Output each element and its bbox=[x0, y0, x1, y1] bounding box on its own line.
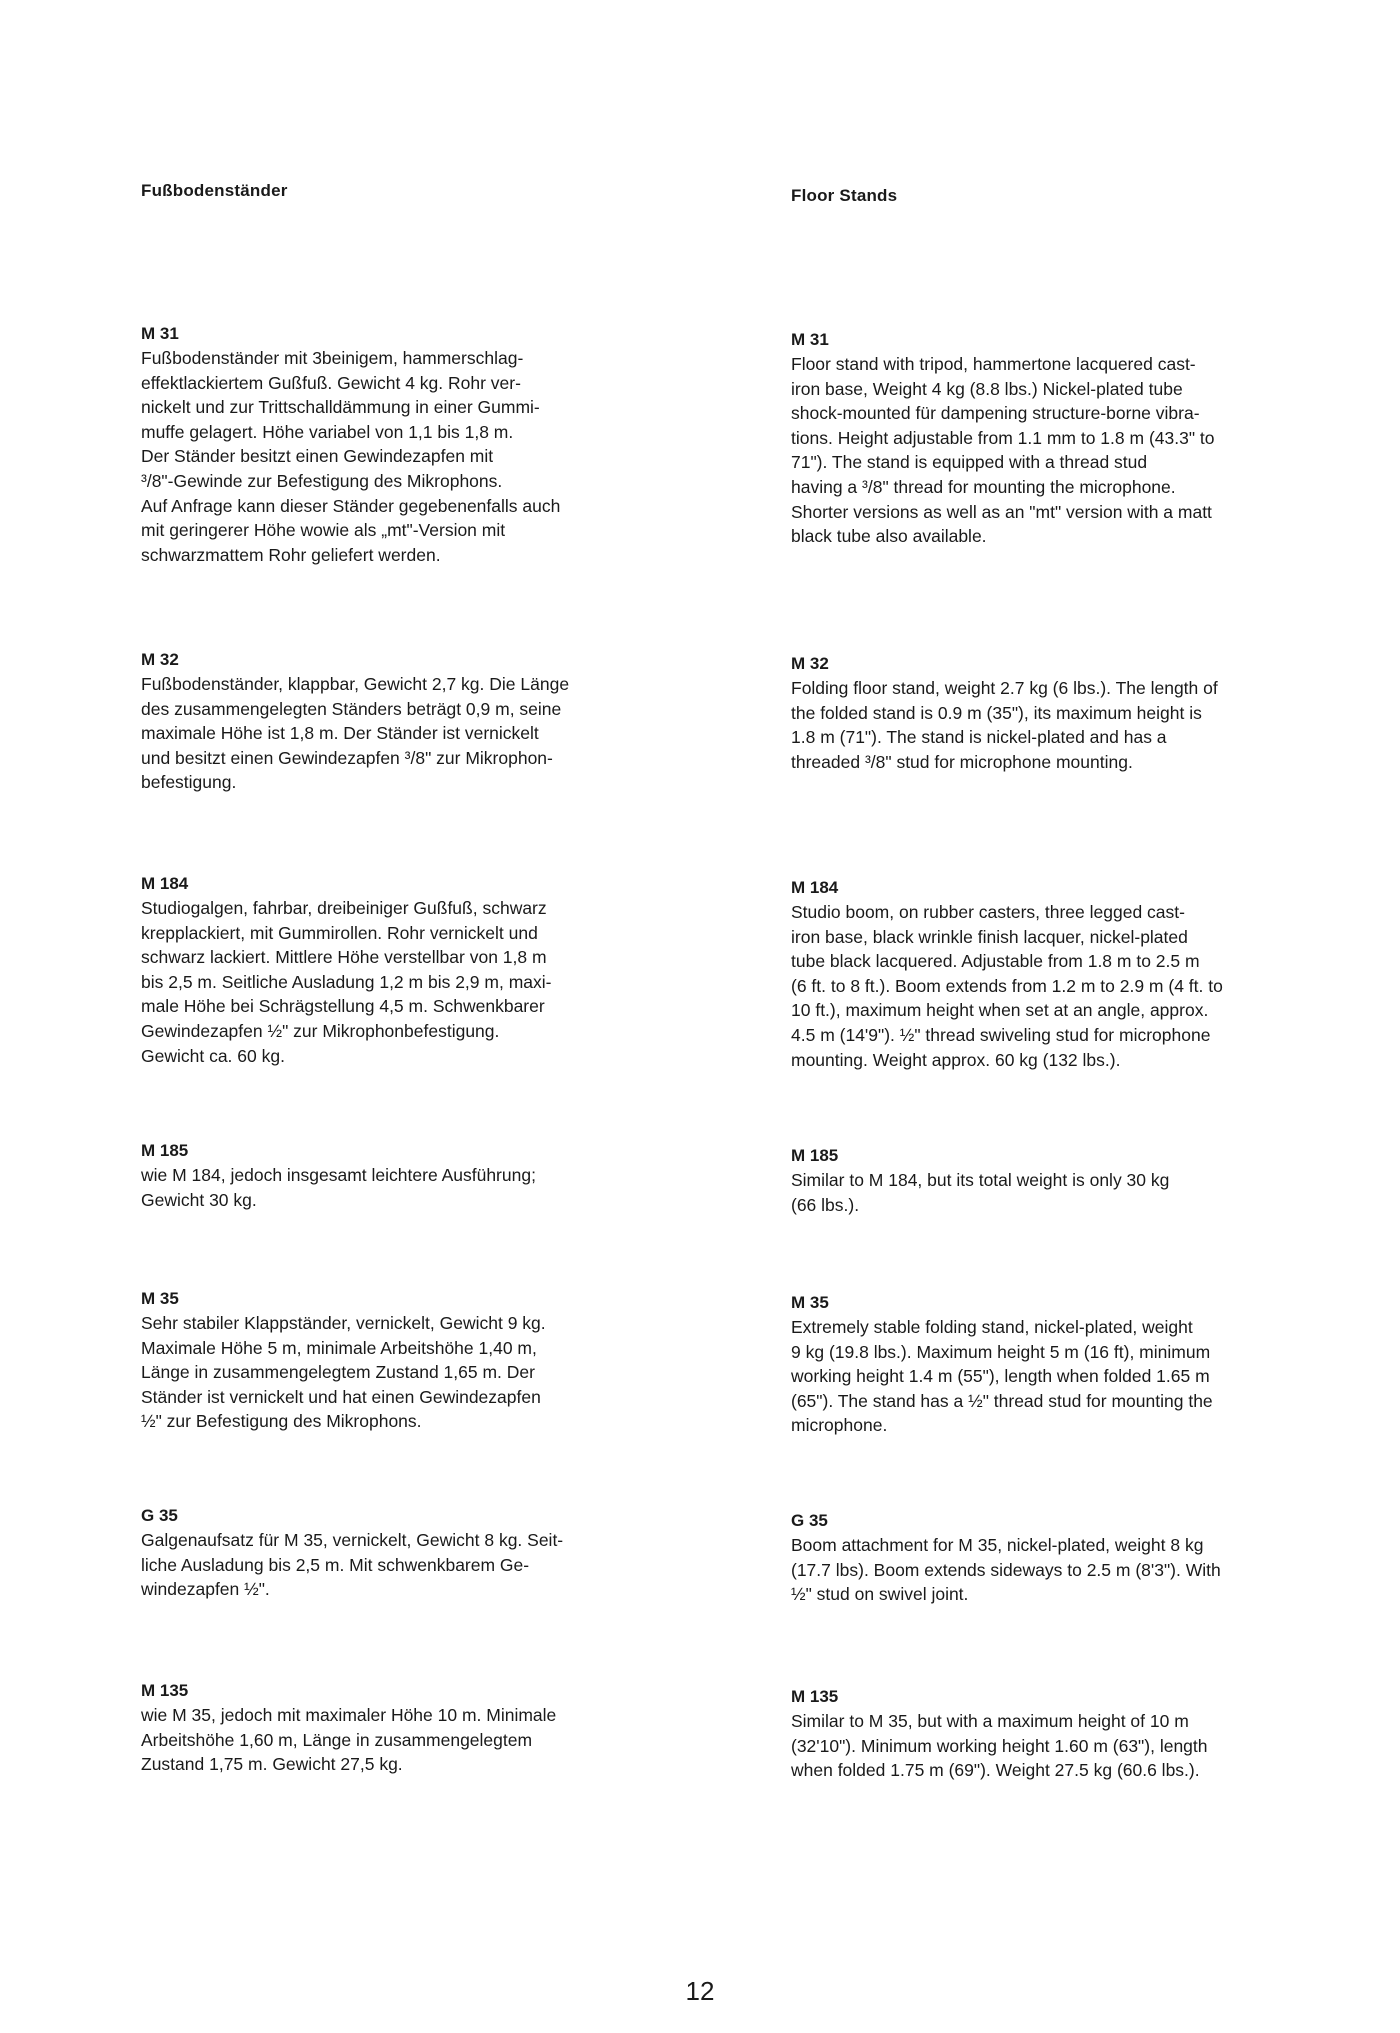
product-description: wie M 35, jedoch mit maximaler Höhe 10 m. Minimale Arbeitshöhe 1,60 m, Länge in zusammengelegtem Zustand 1,75 m. Gewicht 27,5 kg. bbox=[141, 1705, 557, 1775]
product-description: Sehr stabiler Klappständer, vernickelt, Gewicht 9 kg. Maximale Höhe 5 m, minimale Arbeitshöhe 1,40 m, Länge in zusammengelegtem Zustand 1,65 m. Der Ständer ist vernickelt und hat einen Gewindezapfen ½" zur Befestigung des Mikrophons. bbox=[141, 1313, 546, 1432]
entry-m135-en bbox=[791, 1685, 1291, 1783]
product-code: G 35 bbox=[141, 1506, 178, 1525]
entry-m32-en bbox=[791, 652, 1291, 774]
entry-m32-de bbox=[141, 648, 641, 795]
product-code: M 32 bbox=[791, 654, 829, 673]
german-heading: Fußbodenständer bbox=[141, 181, 288, 200]
product-description: Fußbodenständer mit 3beinigem, hammerschlag- effektlackiertem Gußfuß. Gewicht 4 kg. Rohr ver- nickelt und zur Trittschalldämmung in einer Gummi- muffe gelagert. Höhe variabel von 1,1 bis 1,8 m. Der Ständer besitzt einen Gewindezapfen mit ³/8"-Gewinde zur Befestigung des Mikrophons. Auf Anfrage kann dieser Ständer gegebenenfalls auch mit geringerer Höhe wowie als „mt"-Version mit schwarzmattem Rohr geliefert werden. bbox=[141, 348, 561, 565]
entry-m185-de bbox=[141, 1139, 641, 1212]
entry-m35-en bbox=[791, 1291, 1291, 1438]
product-description: Studio boom, on rubber casters, three legged cast- iron base, black wrinkle finish lacquer, nickel-plated tube black lacquered. Adjustable from 1.8 m to 2.5 m (6 ft. to 8 ft.). Boom extends from 1.2 m to 2.9 m (4 ft. to 10 ft.), maximum height when set at an angle, approx. 4.5 m (14'9"). ½" thread swiveling stud for microphone mounting. Weight approx. 60 kg (132 lbs.). bbox=[791, 902, 1223, 1070]
entry-m135-de bbox=[141, 1679, 641, 1777]
product-description: Studiogalgen, fahrbar, dreibeiniger Gußfuß, schwarz krepplackiert, mit Gummirollen. Rohr vernickelt und schwarz lackiert. Mittlere Höhe verstellbar von 1,8 m bis 2,5 m. Seitliche Ausladung 1,2 m bis 2,9 m, maxi- male Höhe bei Schrägstellung 4,5 m. Schwenkbarer Gewindezapfen ½" zur Mikrophonbefestigung. Gewicht ca. 60 kg. bbox=[141, 898, 552, 1066]
english-heading: Floor Stands bbox=[791, 186, 898, 205]
entry-m31-en bbox=[791, 328, 1291, 549]
product-code: M 31 bbox=[791, 330, 829, 349]
product-description: Similar to M 184, but its total weight is only 30 kg (66 lbs.). bbox=[791, 1170, 1170, 1215]
entry-g35-de bbox=[141, 1504, 641, 1602]
product-description: Folding floor stand, weight 2.7 kg (6 lbs.). The length of the folded stand is 0.9 m (35"), its maximum height is 1.8 m (71"). The stand is nickel-plated and has a threaded ³/8" stud for microphone mounting. bbox=[791, 678, 1218, 772]
product-description: Similar to M 35, but with a maximum height of 10 m (32'10"). Minimum working height 1.60 m (63"), length when folded 1.75 m (69"). Weight 27.5 kg (60.6 lbs.). bbox=[791, 1711, 1208, 1781]
product-description: Galgenaufsatz für M 35, vernickelt, Gewicht 8 kg. Seit- liche Ausladung bis 2,5 m. Mit schwenkbarem Ge- windezapfen ½". bbox=[141, 1530, 564, 1600]
product-description: Fußbodenständer, klappbar, Gewicht 2,7 kg. Die Länge des zusammengelegten Ständers beträgt 0,9 m, seine maximale Höhe ist 1,8 m. Der Ständer ist vernickelt und besitzt einen Gewindezapfen ³/8" zur Mikrophon- befestigung. bbox=[141, 674, 570, 793]
product-code: M 35 bbox=[791, 1293, 829, 1312]
entry-m184-en bbox=[791, 876, 1291, 1072]
entry-m184-de bbox=[141, 872, 641, 1068]
product-description: Boom attachment for M 35, nickel-plated, weight 8 kg (17.7 lbs). Boom extends sideways to 2.5 m (8'3"). With ½" stud on swivel joint. bbox=[791, 1535, 1221, 1605]
product-description: wie M 184, jedoch insgesamt leichtere Ausführung; Gewicht 30 kg. bbox=[141, 1165, 536, 1210]
product-code: M 185 bbox=[141, 1141, 189, 1160]
product-code: M 184 bbox=[791, 878, 839, 897]
product-code: G 35 bbox=[791, 1511, 828, 1530]
page-number: 12 bbox=[685, 1976, 715, 2006]
product-code: M 32 bbox=[141, 650, 179, 669]
entry-m185-en bbox=[791, 1144, 1291, 1217]
entry-g35-en bbox=[791, 1509, 1291, 1607]
product-code: M 184 bbox=[141, 874, 189, 893]
entry-m35-de bbox=[141, 1287, 641, 1434]
product-description: Extremely stable folding stand, nickel-plated, weight 9 kg (19.8 lbs.). Maximum height 5 m (16 ft), minimum working height 1.4 m (55"), length when folded 1.65 m (65"). The stand has a ½" thread stud for mounting the microphone. bbox=[791, 1317, 1213, 1436]
product-code: M 31 bbox=[141, 324, 179, 343]
product-code: M 35 bbox=[141, 1289, 179, 1308]
entry-m31-de bbox=[141, 322, 641, 567]
product-code: M 135 bbox=[791, 1687, 839, 1706]
product-code: M 135 bbox=[141, 1681, 189, 1700]
product-code: M 185 bbox=[791, 1146, 839, 1165]
product-description: Floor stand with tripod, hammertone lacquered cast- iron base, Weight 4 kg (8.8 lbs.) Nickel-plated tube shock-mounted für dampening structure-borne vibra- tions. Height adjustable from 1.1 mm to 1.8 m (43.3" to 71"). The stand is equipped with a thread stud having a ³/8" thread for mounting the microphone. Shorter versions as well as an "mt" version with a matt black tube also available. bbox=[791, 354, 1215, 547]
